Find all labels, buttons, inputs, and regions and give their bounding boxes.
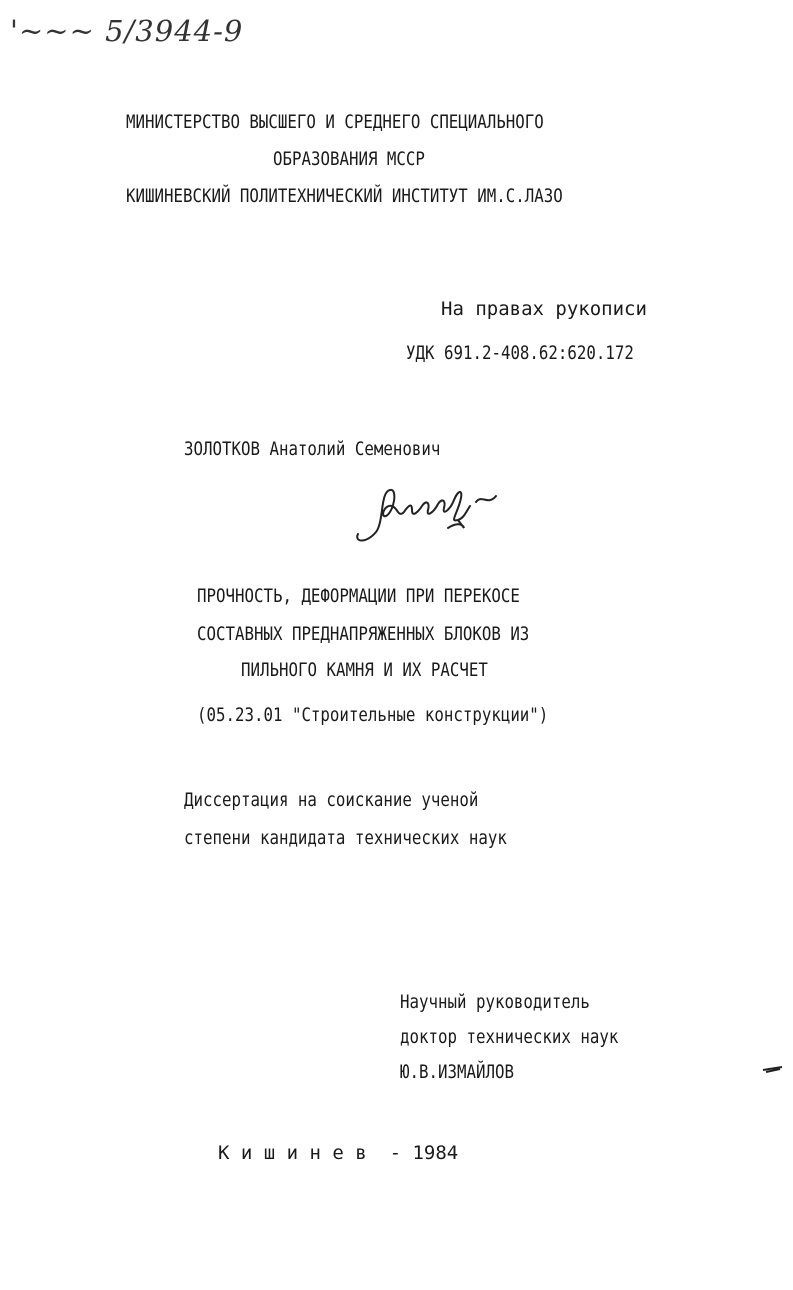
specialty-code: (05.23.01 "Строительные конструкции") xyxy=(197,704,549,726)
place-year: К и ш и н е в - 1984 xyxy=(218,1142,459,1164)
rights-note: На правах рукописи xyxy=(441,298,647,320)
archive-number: '~~~ 5/3944-9 xyxy=(10,14,244,48)
udk-code: УДК 691.2-408.62:620.172 xyxy=(406,342,634,364)
supervisor-line-2: доктор технических наук xyxy=(400,1026,619,1048)
degree-line-2: степени кандидата технических наук xyxy=(184,827,507,849)
institution-line-2: ОБРАЗОВАНИЯ МССР xyxy=(273,148,425,170)
degree-line-1: Диссертация на соискание ученой xyxy=(184,789,479,811)
title-line-3: ПИЛЬНОГО КАМНЯ И ИХ РАСЧЕТ xyxy=(241,659,488,681)
ink-mark xyxy=(762,1062,784,1076)
author-signature xyxy=(350,472,510,552)
author-name: ЗОЛОТКОВ Анатолий Семенович xyxy=(184,438,441,460)
title-line-1: ПРОЧНОСТЬ, ДЕФОРМАЦИИ ПРИ ПЕРЕКОСЕ xyxy=(197,585,520,607)
title-line-2: СОСТАВНЫХ ПРЕДНАПРЯЖЕННЫХ БЛОКОВ ИЗ xyxy=(197,623,530,645)
institution-line-1: МИНИСТЕРСТВО ВЫСШЕГО И СРЕДНЕГО СПЕЦИАЛЬНОГО xyxy=(126,111,544,133)
institution-line-3: КИШИНЕВСКИЙ ПОЛИТЕХНИЧЕСКИЙ ИНСТИТУТ ИМ.С.ЛАЗО xyxy=(126,185,563,207)
supervisor-line-1: Научный руководитель xyxy=(400,991,590,1013)
supervisor-line-3: Ю.В.ИЗМАЙЛОВ xyxy=(400,1061,514,1083)
